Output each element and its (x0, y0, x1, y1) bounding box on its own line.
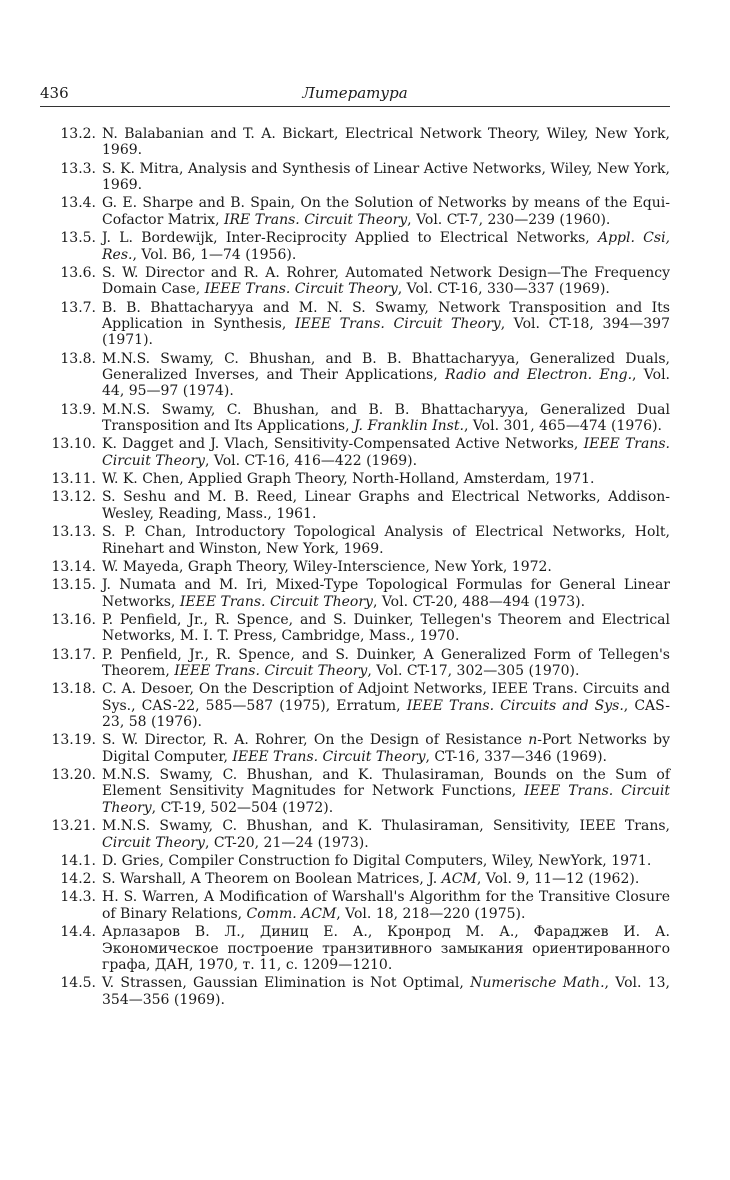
reference-text (102, 161, 670, 194)
reference-entry (40, 732, 670, 765)
reference-segment: G. E. Sharpe and B. Spain, On the Solution of Networks by means of the Equi-Cofactor Matrix, (102, 195, 670, 228)
reference-text (102, 767, 670, 816)
reference-number: 13.19. (51, 732, 96, 749)
reference-entry (40, 577, 670, 610)
reference-entry (40, 889, 670, 922)
reference-number: 13.8. (60, 350, 96, 367)
reference-segment: M.N.S. Swamy, C. Bhushan, and K. Thulasiraman, Bounds on the Sum of Element Sensitivity Magnitudes for Network Functions, (102, 767, 670, 800)
reference-italic-segment: IEEE Trans. Circuit Theory (102, 783, 670, 816)
reference-segment: S. Warshall, A Theorem on Boolean Matrices, J. (102, 871, 442, 888)
reference-segment: , CT-16, 337—346 (1969). (425, 748, 607, 765)
reference-segment: P. Penfield, Jr., R. Spence, and S. Duinker, Tellegen's Theorem and Electrical Networks, M. I. T. Press, Cambridge, Mass., 1970. (102, 611, 670, 645)
reference-list (40, 126, 670, 1010)
page-header (40, 84, 670, 106)
reference-number: 13.17. (51, 646, 96, 663)
header-rule (40, 106, 670, 107)
reference-segment: K. Dagget and J. Vlach, Sensitivity-Compensated Active Networks, (102, 436, 584, 453)
reference-segment: , Vol. 44, 95—97 (1974). (102, 367, 670, 400)
reference-number: 13.21. (51, 818, 96, 835)
reference-entry (40, 681, 670, 730)
reference-text (102, 871, 670, 887)
reference-number: 14.1. (60, 852, 96, 869)
reference-segment: M.N.S. Swamy, C. Bhushan, and B. B. Bhattacharyya, Generalized Duals, Generalized Inverses, and Their Applications, (102, 350, 670, 384)
reference-entry (40, 975, 670, 1008)
reference-text (102, 300, 670, 349)
reference-number: 14.2. (60, 871, 96, 888)
reference-segment: M.N.S. Swamy, C. Bhushan, and K. Thulasiraman, Sensitivity, IEEE Trans, (102, 818, 670, 835)
reference-number: 13.15. (51, 577, 96, 594)
reference-italic-segment: Appl. Csi, Res. (102, 230, 670, 263)
reference-segment: , CAS-23, 58 (1976). (102, 697, 670, 731)
reference-number: 14.5. (60, 975, 96, 992)
reference-text (102, 577, 670, 610)
reference-entry (40, 818, 670, 851)
reference-segment: -Port Networks by Digital Computer, (102, 732, 670, 765)
reference-text (102, 853, 670, 869)
reference-entry (40, 300, 670, 349)
reference-segment: S. P. Chan, Introductory Topological Analysis of Electrical Networks, Holt, Rinehart and Winston, New York, 1969. (102, 524, 670, 557)
reference-text (102, 612, 670, 645)
reference-text (102, 265, 670, 298)
reference-segment: J. L. Bordewijk, Inter-Reciprocity Applied to Electrical Networks, (102, 230, 598, 247)
reference-number: 14.3. (60, 889, 96, 906)
reference-segment: , Vol. 9, 11—12 (1962). (476, 871, 640, 888)
reference-entry (40, 871, 670, 887)
reference-entry (40, 559, 670, 575)
reference-text (102, 489, 670, 522)
reference-entry (40, 230, 670, 263)
reference-entry (40, 161, 670, 194)
reference-segment: , Vol. CT-7, 230—239 (1960). (407, 211, 611, 228)
reference-italic-segment: J. Franklin Inst. (354, 418, 464, 435)
reference-italic-segment: IRE Trans. Circuit Theory (223, 211, 408, 228)
reference-entry (40, 612, 670, 645)
reference-text (102, 647, 670, 680)
reference-italic-segment: Circuit Theory (102, 834, 205, 851)
reference-text (102, 524, 670, 557)
reference-text (102, 230, 670, 263)
reference-entry (40, 351, 670, 400)
reference-entry (40, 471, 670, 487)
reference-number: 13.7. (60, 299, 96, 316)
reference-segment: W. K. Chen, Applied Graph Theory, North-Holland, Amsterdam, 1971. (102, 471, 595, 488)
reference-segment: , Vol. 18, 218—220 (1975). (336, 905, 526, 922)
reference-segment: Арлазаров В. Л., Диниц Е. А., Кронрод М. А., Фараджев И. А. Экономическое построение транзитивного замыкания ориентированного графа, ДАН, 1970, т. 11, с. 1209—1210. (102, 924, 670, 973)
reference-italic-segment: IEEE Trans. Circuit Theory (174, 662, 368, 679)
reference-text (102, 436, 670, 469)
reference-number: 13.2. (60, 126, 96, 142)
reference-text (102, 559, 670, 575)
reference-entry (40, 767, 670, 816)
reference-italic-segment: Numerische Math. (470, 975, 605, 992)
reference-number: 13.10. (51, 436, 96, 453)
reference-number: 13.11. (51, 471, 96, 488)
reference-segment: S. W. Director, R. A. Rohrer, On the Design of Resistance (102, 732, 529, 749)
reference-segment: D. Gries, Compiler Construction fo Digital Computers, Wiley, NewYork, 1971. (102, 852, 652, 869)
reference-entry (40, 647, 670, 680)
reference-number: 13.20. (51, 767, 96, 784)
reference-segment: P. Penfield, Jr., R. Spence, and S. Duinker, A Generalized Form of Tellegen's Theorem, (102, 646, 670, 679)
reference-segment: M.N.S. Swamy, C. Bhushan, and B. B. Bhattacharyya, Generalized Dual Transposition and Its Applications, (102, 401, 670, 435)
reference-text (102, 818, 670, 851)
reference-italic-segment: IEEE Trans. Circuit Theory (179, 593, 373, 610)
reference-entry (40, 195, 670, 228)
reference-entry (40, 436, 670, 469)
reference-segment: B. B. Bhattacharyya and M. N. S. Swamy, Network Transposition and Its Application in Synthesis, (102, 299, 670, 332)
reference-text (102, 924, 670, 973)
reference-italic-segment: IEEE Trans. Circuit Theory (294, 315, 501, 332)
reference-text (102, 402, 670, 435)
reference-segment: C. A. Desoer, On the Description of Adjoint Networks, IEEE Trans. Circuits and Sys., CAS-22, 585—587 (1975), Erratum, (102, 681, 670, 714)
reference-entry (40, 853, 670, 869)
reference-entry (40, 924, 670, 973)
reference-segment: V. Strassen, Gaussian Elimination is Not Optimal, (102, 975, 471, 992)
running-title: Литература (302, 84, 408, 102)
reference-segment: , CT-19, 502—504 (1972). (151, 799, 334, 816)
reference-text (102, 975, 670, 1008)
reference-italic-segment: IEEE Trans. Circuit Theory (232, 748, 426, 765)
reference-text (102, 889, 670, 922)
reference-segment: N. Balabanian and T. A. Bickart, Electrical Network Theory, Wiley, New York, 1969. (102, 126, 670, 159)
reference-entry (40, 402, 670, 435)
reference-segment: H. S. Warren, A Modification of Warshall's Algorithm for the Transitive Closure of Binary Relations, (102, 889, 670, 922)
reference-number: 13.5. (60, 230, 96, 247)
reference-italic-segment: n (528, 732, 538, 749)
reference-number: 13.13. (51, 524, 96, 541)
reference-segment: , Vol. 13, 354—356 (1969). (102, 975, 670, 1008)
reference-segment: , Vol. CT-20, 488—494 (1973). (372, 593, 586, 610)
reference-segment: S. K. Mitra, Analysis and Synthesis of Linear Active Networks, Wiley, New York, 1969. (102, 160, 670, 194)
reference-italic-segment: Radio and Electron. Eng. (445, 367, 633, 384)
reference-number: 13.6. (60, 264, 96, 281)
reference-number: 13.16. (51, 611, 96, 628)
reference-text (102, 126, 670, 159)
reference-segment: , Vol. CT-17, 302—305 (1970). (367, 662, 580, 679)
reference-segment: , Vol. CT-16, 416—422 (1969). (204, 452, 418, 469)
reference-number: 13.14. (51, 558, 96, 575)
reference-text (102, 681, 670, 730)
reference-entry (40, 126, 670, 159)
reference-italic-segment: Comm. ACM (246, 905, 337, 922)
reference-entry (40, 265, 670, 298)
reference-italic-segment: IEEE Trans. Circuit Theory (102, 436, 670, 469)
reference-text (102, 471, 670, 487)
reference-entry (40, 524, 670, 557)
reference-italic-segment: ACM (441, 871, 477, 888)
reference-entry (40, 489, 670, 522)
reference-segment: , Vol. CT-18, 394—397 (1971). (102, 315, 670, 349)
reference-segment: , Vol. B6, 1—74 (1956). (132, 246, 297, 263)
reference-number: 13.18. (51, 681, 96, 698)
reference-italic-segment: IEEE Trans. Circuits and Sys. (406, 697, 624, 714)
reference-number: 14.4. (60, 924, 96, 941)
reference-italic-segment: IEEE Trans. Circuit Theory (204, 281, 398, 298)
reference-number: 13.12. (51, 489, 96, 506)
reference-segment: W. Mayeda, Graph Theory, Wiley-Interscience, New York, 1972. (102, 558, 552, 575)
reference-segment: , CT-20, 21—24 (1973). (204, 834, 369, 851)
reference-number: 13.3. (60, 160, 96, 177)
reference-text (102, 351, 670, 400)
reference-segment: , Vol. CT-16, 330—337 (1969). (397, 281, 610, 298)
reference-segment: J. Numata and M. Iri, Mixed-Type Topological Formulas for General Linear Networks, (102, 577, 670, 610)
reference-text (102, 732, 670, 765)
reference-number: 13.4. (60, 195, 96, 212)
reference-segment: S. Seshu and M. B. Reed, Linear Graphs and Electrical Networks, Addison-Wesley, Reading, Mass., 1961. (102, 489, 670, 522)
reference-text (102, 195, 670, 228)
reference-number: 13.9. (60, 401, 96, 418)
reference-segment: S. W. Director and R. A. Rohrer, Automated Network Design—The Frequency Domain Case, (102, 264, 670, 298)
page-number: 436 (40, 84, 69, 102)
reference-segment: , Vol. 301, 465—474 (1976). (463, 418, 662, 435)
